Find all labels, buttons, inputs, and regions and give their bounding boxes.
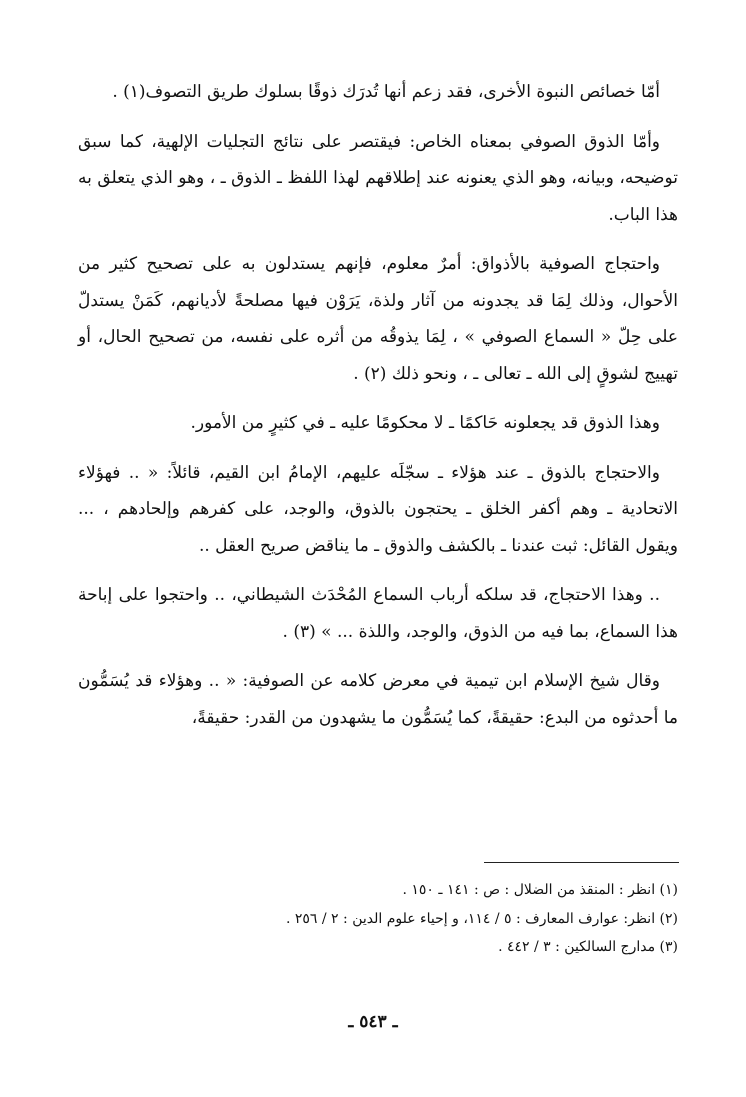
paragraph-7: وقال شيخ الإسلام ابن تيمية في معرض كلامه عن الصوفية: « .. وهؤلاء قد يُسَمُّون ما أحدثوه من البدع: حقيقةً، كما يُسَمُّون ما يشهدون من القدر: حقيقةً، (78, 671, 678, 728)
footnote-2: (٢) انظر: عوارف المعارف : ٥ / ١١٤، و إحياء علوم الدين : ٢ / ٢٥٦ . (285, 910, 678, 927)
page-number: ـ ٥٤٣ ـ (348, 1012, 398, 1032)
paragraph-4: وهذا الذوق قد يجعلونه حَاكمًا ـ لا محكومًا عليه ـ في كثيرٍ من الأمور. (190, 413, 660, 433)
footnote-1: (١) انظر : المنقذ من الضلال : ص : ١٤١ ـ ١٥٠ . (402, 882, 678, 898)
footnote-divider (484, 862, 679, 863)
paragraph-5: والاحتجاج بالذوق ـ عند هؤلاء ـ سجّلَه عليهم، الإمامُ ابن القيم، قائلاً: « .. فهؤلاء الاتحادية ـ وهم أكفر الخلق ـ يحتجون بالذوق، والوجد، على كفرهم وإلحادهم ، ... ويقول القائل: ثبت عندنا ـ بالكشف والذوق ـ ما يناقض صريح العقل .. (78, 462, 678, 556)
paragraph-6: .. وهذا الاحتجاج، قد سلكه أرباب السماع المُحْدَث الشيطاني، .. واحتجوا على إباحة هذا السماع، بما فيه من الذوق، والوجد، واللذة ... » (٣) . (78, 585, 678, 642)
footnotes (78, 876, 678, 962)
paragraph-1: أمّا خصائص النبوة الأخرى، فقد زعم أنها تُدرَك ذوقًا بسلوك طريق التصوف(١) . (112, 82, 660, 102)
paragraph-2: وأمّا الذوق الصوفي بمعناه الخاص: فيقتصر على نتائج التجليات الإلهية، كما سبق توضيحه، وبيانه، وهو الذي يعنونه عند إطلاقهم لهذا اللفظ ـ الذوق ـ ، وهو الذي يتعلق به هذا الباب. (78, 131, 678, 225)
footnote-3: (٣) مدارج السالكين : ٣ / ٤٤٢ . (498, 939, 678, 955)
main-text (78, 74, 678, 736)
paragraph-3: واحتجاج الصوفية بالأذواق: أمرٌ معلوم، فإنهم يستدلون به على تصحيح كثير من الأحوال، وذلك لِمَا قد يجدونه من آثار ولذة، يَرَوْن فيها مصلحةً لأديانهم، كَمَنْ يستدلّ على حِلّ « السماع الصوفي » ، لِمَا يذوقُه من أثره على نفسه، من تصحيح الحال، أو تهييج لشوقٍ إلى الله ـ تعالى ـ ، ونحو ذلك (٢) . (78, 254, 678, 384)
